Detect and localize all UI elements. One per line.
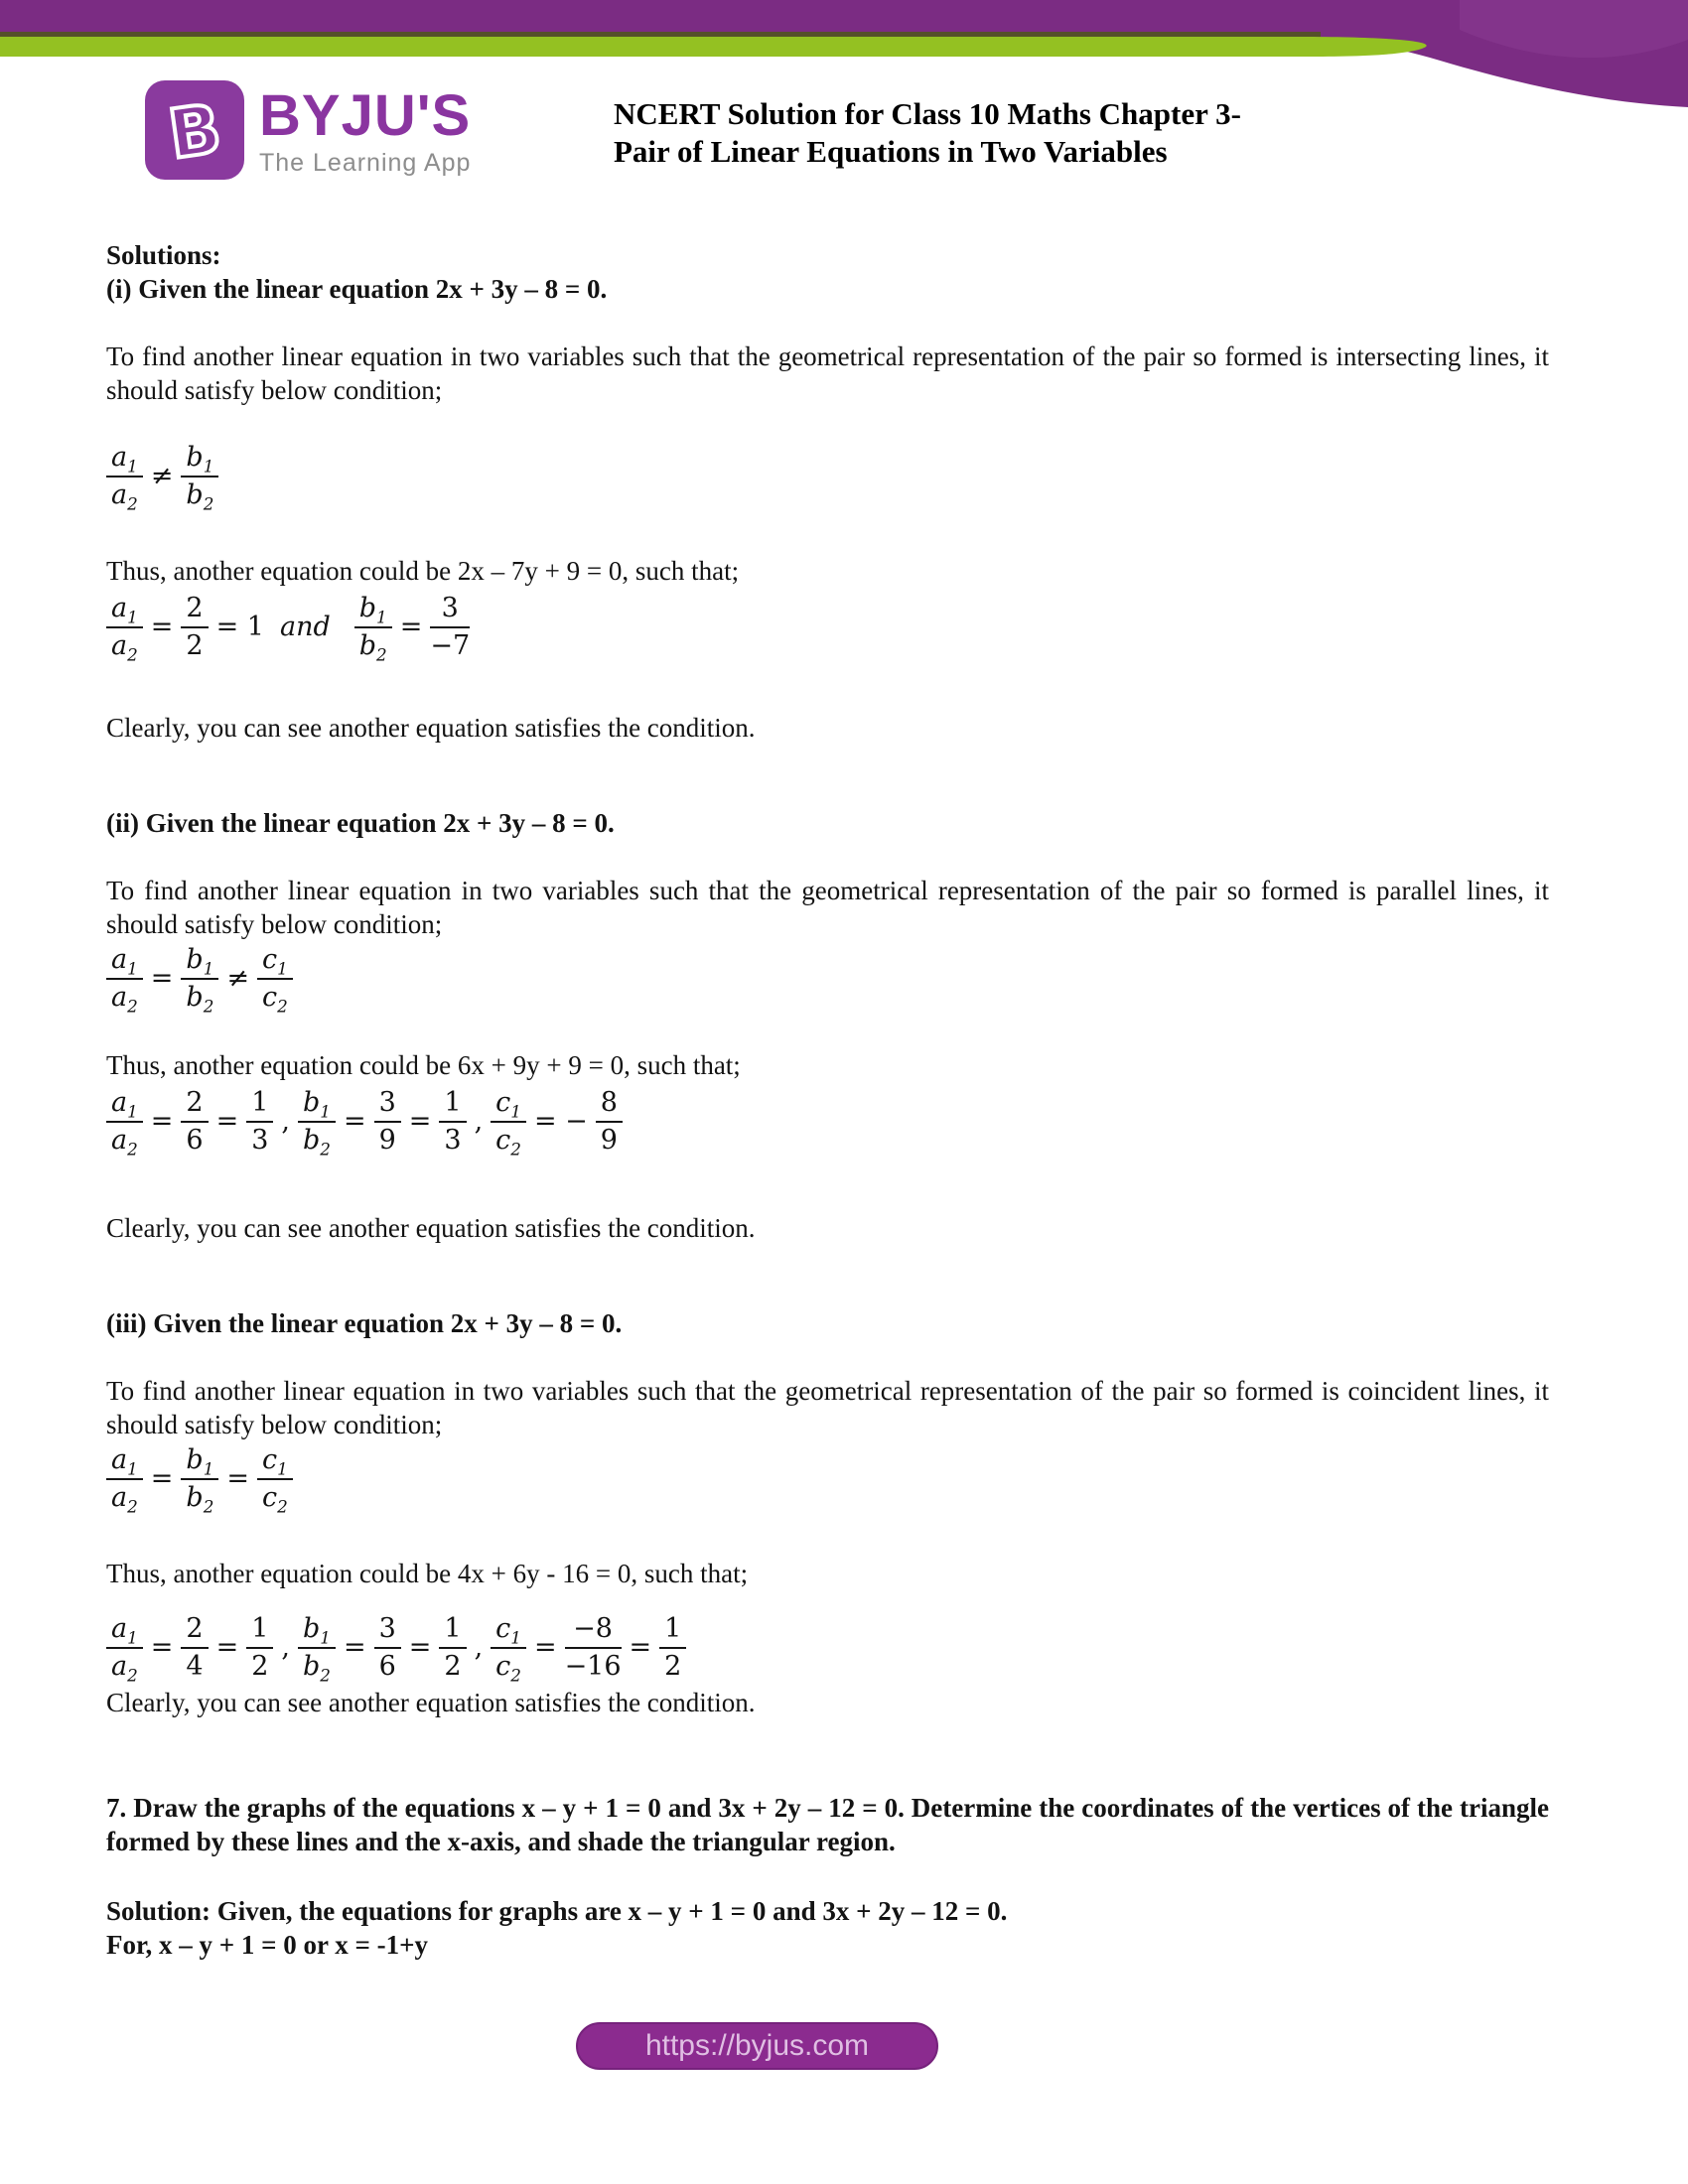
fraction: $\frac{a_1}{a_2}$ — [106, 945, 143, 1013]
byjus-url-label: https://byjus.com — [644, 2029, 870, 2062]
math-token: ≠ — [150, 461, 174, 491]
fraction: $\frac{2}{6}$ — [181, 1088, 208, 1156]
part-ii-heading: (ii) Given the linear equation 2x + 3y – 8 = 0. — [106, 808, 615, 838]
math-check-coincident — [106, 1613, 1549, 1686]
page-title-line1: NCERT Solution for Class 10 Maths Chapter 3- — [614, 96, 1241, 131]
page-title-line2: Pair of Linear Equations in Two Variables — [614, 134, 1168, 169]
math-token: = 1 — [215, 612, 264, 642]
math-check-parallel — [106, 1087, 1549, 1160]
page-title — [614, 95, 1241, 171]
math-token: = − — [533, 1106, 588, 1137]
fraction: $\frac{1}{2}$ — [659, 1614, 686, 1682]
fraction: $\frac{c_1}{c_2}$ — [491, 1088, 526, 1156]
svg-text:B: B — [164, 89, 226, 176]
fraction: $\frac{c_1}{c_2}$ — [257, 1445, 293, 1513]
solutions-label: Solutions: — [106, 240, 221, 270]
fraction: $\frac{1}{2}$ — [439, 1614, 466, 1682]
part-i-conclusion: Clearly, you can see another equation satisfies the condition. — [106, 713, 756, 743]
math-condition-intersecting — [106, 442, 1549, 514]
math-token: = — [150, 1632, 174, 1663]
byjus-logo-text-block — [259, 79, 471, 178]
math-token: , — [281, 1632, 290, 1663]
fraction: $\frac{c_1}{c_2}$ — [491, 1614, 526, 1682]
math-token: = — [150, 1106, 174, 1137]
fraction: $\frac{a_1}{a_2}$ — [106, 1445, 143, 1513]
fraction: $\frac{a_1}{a_2}$ — [106, 443, 143, 510]
fraction: $\frac{a_1}{a_2}$ — [106, 1088, 143, 1156]
math-token: = — [343, 1106, 366, 1137]
math-token: = — [533, 1632, 557, 1663]
fraction: $\frac{b_1}{b_2}$ — [181, 443, 218, 510]
math-condition-parallel — [106, 944, 1549, 1017]
part-ii-conclusion: Clearly, you can see another equation satisfies the condition. — [106, 1213, 756, 1243]
fraction: $\frac{3}{9}$ — [374, 1088, 401, 1156]
math-token: = — [408, 1106, 432, 1137]
part-iii-thus: Thus, another equation could be 4x + 6y - 16 = 0, such that; — [106, 1559, 749, 1588]
math-token: = — [343, 1632, 366, 1663]
fraction: $\frac{8}{9}$ — [596, 1088, 623, 1156]
part-ii-intro: To find another linear equation in two variables such that the geometrical representation of the pair so formed is parallel lines, it should satisfy below condition; — [106, 876, 1549, 939]
math-token: = — [215, 1106, 239, 1137]
part-i-thus: Thus, another equation could be 2x – 7y + 9 = 0, such that; — [106, 556, 740, 586]
fraction: $\frac{a_1}{a_2}$ — [106, 594, 143, 661]
math-token: , — [281, 1106, 290, 1137]
fraction: $\frac{a_1}{a_2}$ — [106, 1614, 143, 1682]
math-token: ≠ — [226, 963, 249, 994]
fraction: $\frac{c_1}{c_2}$ — [257, 945, 293, 1013]
fraction: $\frac{-8}{-16}$ — [564, 1613, 622, 1682]
fraction: $\frac{2}{2}$ — [181, 594, 208, 661]
fraction: $\frac{1}{2}$ — [246, 1614, 273, 1682]
fraction: $\frac{b_1}{b_2}$ — [298, 1614, 336, 1682]
fraction: $\frac{b_1}{b_2}$ — [181, 1445, 218, 1513]
math-token: = — [408, 1632, 432, 1663]
question-7-for: For, x – y + 1 = 0 or x = -1+y — [106, 1930, 429, 1960]
part-iii-conclusion: Clearly, you can see another equation satisfies the condition. — [106, 1688, 756, 1717]
question-7-solution: Solution: Given, the equations for graphs are x – y + 1 = 0 and 3x + 2y – 12 = 0. — [106, 1896, 1008, 1926]
part-iii-intro: To find another linear equation in two variables such that the geometrical representation of the pair so formed is coincident lines, it should satisfy below condition; — [106, 1376, 1549, 1439]
math-token: = — [629, 1632, 652, 1663]
math-condition-coincident — [106, 1444, 1549, 1517]
part-i-intro: To find another linear equation in two variables such that the geometrical representation of the pair so formed is intersecting lines, it should satisfy below condition; — [106, 341, 1549, 405]
fraction: $\frac{1}{3}$ — [246, 1088, 273, 1156]
byjus-logo-badge-icon — [144, 79, 245, 181]
math-token: = — [150, 1463, 174, 1494]
part-i-heading: (i) Given the linear equation 2x + 3y – 8 = 0. — [106, 274, 608, 304]
math-token: , — [474, 1632, 484, 1663]
part-iii-heading: (iii) Given the linear equation 2x + 3y – 8 = 0. — [106, 1308, 623, 1338]
math-check-intersecting — [106, 593, 1549, 665]
fraction: $\frac{3}{-7}$ — [430, 593, 471, 661]
math-token: = — [226, 1463, 249, 1494]
math-token: , — [474, 1106, 484, 1137]
fraction: $\frac{3}{6}$ — [374, 1614, 401, 1682]
question-7-heading: 7. Draw the graphs of the equations x – y + 1 = 0 and 3x + 2y – 12 = 0. Determine the coordinates of the vertices of the triangle formed by these lines and the x-axis, and shade the triangular region. — [106, 1793, 1549, 1856]
fraction: $\frac{b_1}{b_2}$ — [181, 945, 218, 1013]
fraction: $\frac{1}{3}$ — [439, 1088, 466, 1156]
byjus-logo-tagline: The Learning App — [259, 149, 472, 177]
math-token: and — [279, 612, 331, 642]
document-content — [106, 238, 1549, 1962]
part-ii-thus: Thus, another equation could be 6x + 9y + 9 = 0, such that; — [106, 1050, 741, 1080]
fraction: $\frac{b_1}{b_2}$ — [298, 1088, 336, 1156]
math-token: = — [150, 612, 174, 642]
fraction: $\frac{2}{4}$ — [181, 1614, 208, 1682]
math-token: = — [150, 963, 174, 994]
byjus-logo — [144, 79, 471, 181]
byjus-logo-name: BYJU'S — [259, 83, 472, 148]
fraction: $\frac{b_1}{b_2}$ — [354, 594, 392, 661]
byjus-url-button[interactable] — [576, 2022, 938, 2070]
math-token: = — [215, 1632, 239, 1663]
math-token: = — [399, 612, 423, 642]
